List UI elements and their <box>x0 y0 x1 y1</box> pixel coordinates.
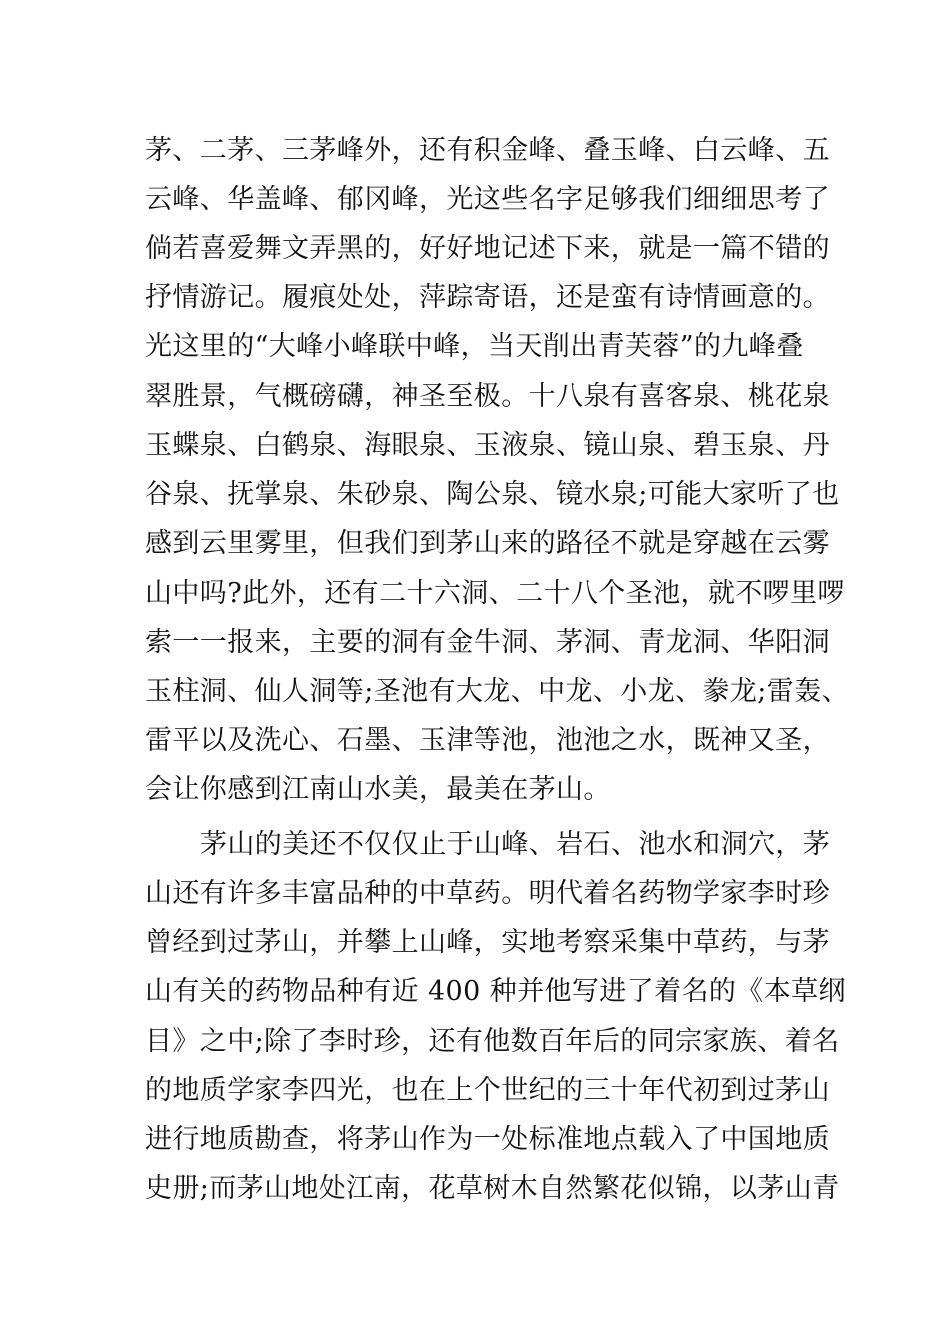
text-line: 光这里的“大峰小峰联中峰，当天削出青芙蓉”的九峰叠 <box>145 331 804 362</box>
text-line: 抒情游记。履痕处处，萍踪寄语，还是蛮有诗情画意的。 <box>145 282 830 313</box>
text-line: 会让你感到江南山水美，最美在茅山。 <box>145 774 611 805</box>
paragraph-first-line: 茅山的美还不仅仅止于山峰、岩石、池水和洞穴，茅 <box>200 829 831 860</box>
text-line: 史册;而茅山地处江南，花草树木自然繁花似锦，以茅山青 <box>145 1173 840 1204</box>
text-line: 的地质学家李四光，也在上个世纪的三十年代初到过茅山 <box>145 1075 830 1106</box>
text-line: 雷平以及洗心、石墨、玉津等池，池池之水，既神又圣， <box>145 725 830 756</box>
text-line: 谷泉、抚掌泉、朱砂泉、陶公泉、镜水泉;可能大家听了也 <box>145 479 840 510</box>
text-line: 山中吗?此外，还有二十六洞、二十八个圣池，就不啰里啰 <box>145 578 845 609</box>
text-line: 目》之中;除了李时珍，还有他数百年后的同宗家族、着名 <box>145 1026 840 1057</box>
text-line: 曾经到过茅山，并攀上山峰，实地考察采集中草药，与茅 <box>145 927 830 958</box>
text-line: 山还有许多丰富品种的中草药。明代着名药物学家李时珍 <box>145 878 830 909</box>
text-line: 感到云里雾里，但我们到茅山来的路径不就是穿越在云雾 <box>145 528 830 559</box>
text-line: 云峰、华盖峰、郁冈峰，光这些名字足够我们细细思考了 <box>145 184 830 215</box>
text-line: 进行地质勘查，将茅山作为一处标准地点载入了中国地质 <box>145 1124 830 1155</box>
text-line: 茅、二茅、三茅峰外，还有积金峰、叠玉峰、白云峰、五 <box>145 135 830 166</box>
text-line: 倘若喜爱舞文弄黑的，好好地记述下来，就是一篇不错的 <box>145 233 830 264</box>
text-line: 索一一报来，主要的洞有金牛洞、茅洞、青龙洞、华阳洞 <box>145 627 830 658</box>
text-line: 玉蝶泉、白鹤泉、海眼泉、玉液泉、镜山泉、碧玉泉、丹 <box>145 430 830 461</box>
text-line: 翠胜景，气概磅礴，神圣至极。十八泉有喜客泉、桃花泉 <box>145 381 830 412</box>
text-line: 玉柱洞、仙人洞等;圣池有大龙、中龙、小龙、豢龙;雷轰、 <box>145 676 849 707</box>
text-line: 山有关的药物品种有近 400 种并他写进了着名的《本草纲 <box>145 976 846 1007</box>
